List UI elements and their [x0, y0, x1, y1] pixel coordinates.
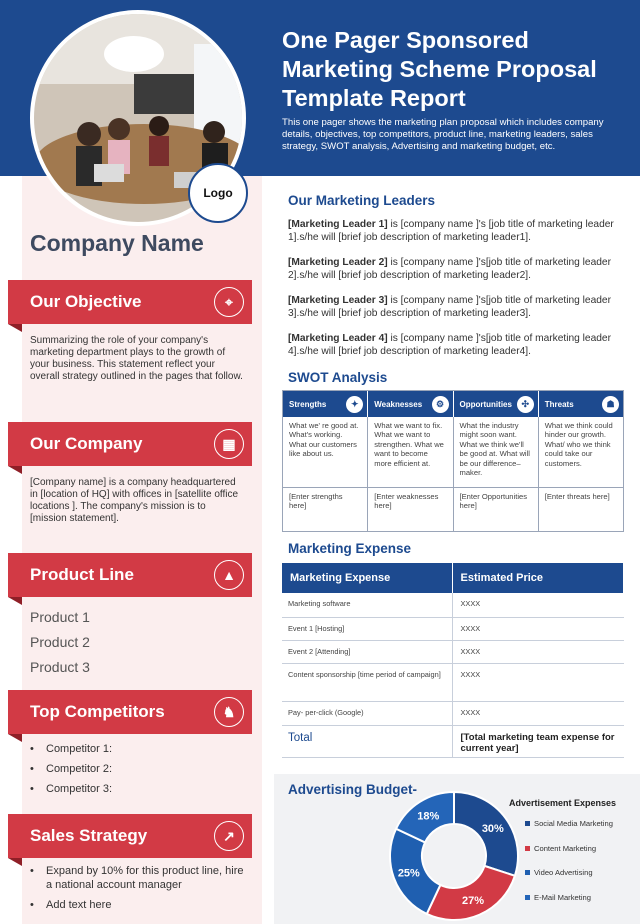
- competitor-list: [30, 742, 250, 802]
- legend-title: Advertisement Expenses: [509, 798, 617, 808]
- swot-header-strengths: Strengths ✦: [283, 391, 368, 417]
- list-item: Product 1: [30, 609, 90, 625]
- product-list: [30, 605, 90, 680]
- company-name: Company Name: [30, 230, 204, 256]
- leader-entry: [Marketing Leader 4] is [company name ]'s[job title of marketing leader 4].s/he will [brief job description of marketing leader4].: [288, 333, 611, 357]
- ribbon-fold: [8, 466, 22, 474]
- expense-table: [282, 563, 624, 758]
- legend-item: Social Media Marketing: [525, 819, 613, 844]
- weakness-icon: ⚙: [432, 396, 449, 413]
- swot-cell: [Enter weaknesses here]: [368, 487, 453, 531]
- list-item: • Competitor 1:: [30, 742, 250, 756]
- logo-badge: Logo: [188, 163, 248, 223]
- legend-swatch: [525, 895, 530, 900]
- pie-slice: [427, 866, 515, 920]
- product-icon: ▲: [214, 560, 244, 590]
- building-icon: ▦: [214, 429, 244, 459]
- legend-item: E-Mail Marketing: [525, 893, 613, 918]
- swot-cell: [Enter threats here]: [539, 487, 623, 531]
- swot-cell: What we think could hinder our growth. What/ who we think could take our customers.: [544, 421, 613, 468]
- list-item: • Competitor 3:: [30, 782, 250, 796]
- section-header-competitors: [8, 690, 252, 734]
- chess-icon: ♞: [214, 697, 244, 727]
- swot-cell: [Enter Opportunities here]: [454, 487, 539, 531]
- objective-text: Summarizing the role of your company's marketing department plays to the growth of your business. This statement reflect your overall strategy outlined in the pages that follow.: [30, 335, 243, 382]
- swot-header-opportunities: Opportunities ✣: [454, 391, 539, 417]
- company-text: [Company name] is a company headquartered in [location of HQ] with offices in [satellite office locations ]. The company's mission is to [mission statement].: [30, 477, 239, 524]
- legend-item: Video Advertising: [525, 868, 613, 893]
- swot-cell: What we' re good at. What's working. What our customers like about us.: [283, 417, 368, 487]
- column-header: Marketing Expense: [282, 563, 452, 593]
- table-row: Event 2 [Attending] XXXX: [282, 640, 624, 663]
- section-title: Product Line: [30, 565, 134, 584]
- table-row: Marketing software XXXX: [282, 593, 624, 617]
- opportunity-icon: ✣: [517, 396, 534, 413]
- leader-entry: [Marketing Leader 2] is [company name ]'s[job title of marketing leader 2].s/he will [brief job description of marketing leader2].: [288, 257, 611, 281]
- section-header-sales: [8, 814, 252, 858]
- chart-legend: [525, 819, 613, 917]
- ribbon-fold: [8, 734, 22, 742]
- section-title: Our Objective: [30, 292, 142, 311]
- list-item: Product 2: [30, 634, 90, 650]
- legend-swatch: [525, 846, 530, 851]
- list-item: Product 3: [30, 659, 90, 675]
- page-subtitle: This one pager shows the marketing plan proposal which includes company details, objectives, top competitors, product line, marketing leaders, sales strategy, SWOT analysis, Advertising and marketing budget, etc.: [282, 117, 604, 152]
- swot-table: [282, 390, 624, 532]
- growth-chart-icon: ↗: [214, 821, 244, 851]
- legend-item: Content Marketing: [525, 844, 613, 869]
- table-row: Pay- per-click (Google) XXXX: [282, 701, 624, 725]
- swot-cell: What we want to fix. What we want to strengthen. What we want to become more efficient at.: [368, 417, 453, 487]
- list-item: • Competitor 2:: [30, 762, 250, 776]
- slice-label: 25%: [397, 867, 420, 880]
- section-title: Top Competitors: [30, 702, 165, 721]
- leaders-heading: Our Marketing Leaders: [288, 193, 436, 208]
- expense-heading: Marketing Expense: [288, 541, 412, 556]
- total-row: Total [Total marketing team expense for current year]: [282, 725, 624, 757]
- swot-heading: SWOT Analysis: [288, 370, 388, 385]
- section-title: Sales Strategy: [30, 826, 148, 845]
- leader-entry: [Marketing Leader 1] is [company name ]'s [job title of marketing leader 1].s/he will [brief job description of marketing leader1].: [288, 219, 614, 243]
- section-header-product-line: [8, 553, 252, 597]
- strength-icon: ✦: [346, 396, 363, 413]
- section-header-company: [8, 422, 252, 466]
- section-title: Our Company: [30, 434, 143, 453]
- leader-entry: [Marketing Leader 3] is [company name ]'s[job title of marketing leader 3].s/he will [brief job description of marketing leader3].: [288, 295, 611, 319]
- table-row: Content sponsorship [time period of campaign] XXXX: [282, 663, 624, 701]
- donut-chart: [386, 788, 522, 924]
- swot-header-threats: Threats ☗: [539, 391, 623, 417]
- list-item: • Expand by 10% for this product line, hire a national account manager: [30, 864, 250, 892]
- ribbon-fold: [8, 324, 22, 332]
- target-icon: ⌖: [214, 287, 244, 317]
- column-header: Estimated Price: [452, 563, 624, 593]
- sales-list: [30, 864, 250, 918]
- swot-header-weaknesses: Weaknesses ⚙: [368, 391, 453, 417]
- advertising-heading: Advertising Budget-: [288, 782, 418, 797]
- table-row: Event 1 [Hosting] XXXX: [282, 617, 624, 640]
- section-header-objective: [8, 280, 252, 324]
- page-title: One Pager Sponsored Marketing Scheme Proposal Template Report: [282, 27, 597, 111]
- list-item: • Add text here: [30, 898, 250, 912]
- slice-label: 30%: [481, 822, 504, 835]
- legend-swatch: [525, 870, 530, 875]
- slice-label: 18%: [417, 810, 440, 823]
- ribbon-fold: [8, 597, 22, 605]
- legend-swatch: [525, 821, 530, 826]
- swot-cell: What the industry might soon want. What we think we'll be good at. What will be our difference–maker.: [454, 417, 539, 487]
- threat-icon: ☗: [602, 396, 619, 413]
- swot-cell: [Enter strengths here]: [283, 487, 368, 531]
- slice-label: 27%: [462, 895, 485, 908]
- ribbon-fold: [8, 858, 22, 866]
